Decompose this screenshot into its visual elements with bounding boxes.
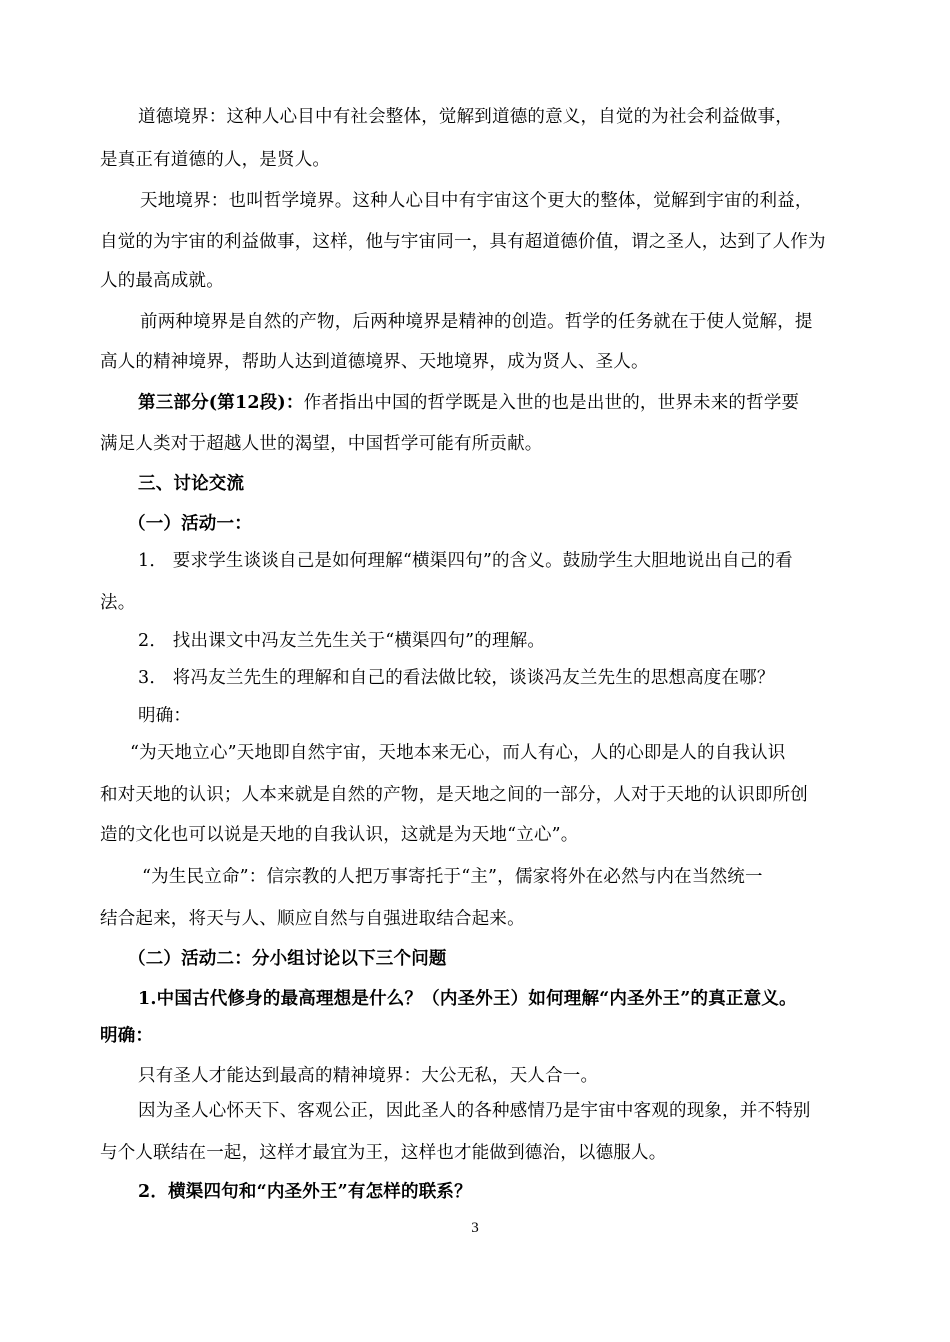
paragraph-line: 因为圣人心怀天下、客观公正，因此圣人的各种感情乃是宇宙中客观的现象，并不特别 (138, 1101, 811, 1121)
answer-label: 明确： (100, 1026, 154, 1046)
paragraph-line: “为生民立命”：信宗教的人把万事寄托于“主”，儒家将外在必然与内在当然统一 (142, 867, 763, 887)
list-item: 1． 要求学生谈谈自己是如何理解“横渠四句”的含义。鼓励学生大胆地说出自己的看 (138, 551, 793, 571)
paragraph-line: 明确： (138, 706, 192, 726)
paragraph-line: 高人的精神境界，帮助人达到道德境界、天地境界，成为贤人、圣人。 (100, 352, 649, 372)
paragraph-line: 和对天地的认识；人本来就是自然的产物，是天地之间的一部分，人对于天地的认识即所创 (100, 785, 808, 805)
paragraph-line: 前两种境界是自然的产物，后两种境界是精神的创造。哲学的任务就在于使人觉解，提 (140, 312, 813, 332)
paragraph-line (138, 391, 799, 415)
question-line: 1.中国古代修身的最高理想是什么？（内圣外王）如何理解“内圣外王”的真正意义。 (138, 989, 797, 1009)
paragraph-line: 与个人联结在一起，这样才最宜为王，这样也才能做到德治，以德服人。 (100, 1143, 667, 1163)
subsection-heading: （二）活动二：分小组讨论以下三个问题 (128, 949, 447, 969)
subsection-heading: （一）活动一： (128, 514, 252, 534)
paragraph-line: 只有圣人才能达到最高的精神境界：大公无私，天人合一。 (138, 1066, 599, 1086)
list-item: 3． 将冯友兰先生的理解和自己的看法做比较，谈谈冯友兰先生的思想高度在哪？ (138, 668, 775, 688)
paragraph-line: 造的文化也可以说是天地的自我认识，这就是为天地“立心”。 (100, 825, 579, 845)
paragraph-line: 道德境界：这种人心目中有社会整体，觉解到道德的意义，自觉的为社会利益做事， (138, 107, 793, 127)
paragraph-line: 满足人类对于超越人世的渴望，中国哲学可能有所贡献。 (100, 434, 543, 454)
paragraph-line: 天地境界：也叫哲学境界。这种人心目中有宇宙这个更大的整体，觉解到宇宙的利益， (140, 191, 813, 211)
section-heading: 三、讨论交流 (138, 474, 245, 494)
paragraph-line: 自觉的为宇宙的利益做事，这样，他与宇宙同一，具有超道德价值，谓之圣人，达到了人作为 (100, 232, 826, 252)
paragraph-line: 结合起来，将天与人、顺应自然与自强进取结合起来。 (100, 909, 525, 929)
page-number: 3 (471, 1220, 479, 1236)
paragraph-line: 法。 (100, 593, 136, 613)
part3-label: 第三部分(第12段)： (138, 393, 304, 413)
paragraph-line: 人的最高成就。 (100, 271, 224, 291)
part3-text: 作者指出中国的哲学既是入世的也是出世的，世界未来的哲学要 (303, 393, 800, 413)
paragraph-line: “为天地立心”天地即自然宇宙，天地本来无心，而人有心，人的心即是人的自我认识 (130, 743, 786, 763)
question-line: 2．横渠四句和“内圣外王”有怎样的联系？ (138, 1182, 472, 1202)
paragraph-line: 是真正有道德的人，是贤人。 (100, 150, 331, 170)
list-item: 2． 找出课文中冯友兰先生关于“横渠四句”的理解。 (138, 631, 546, 651)
